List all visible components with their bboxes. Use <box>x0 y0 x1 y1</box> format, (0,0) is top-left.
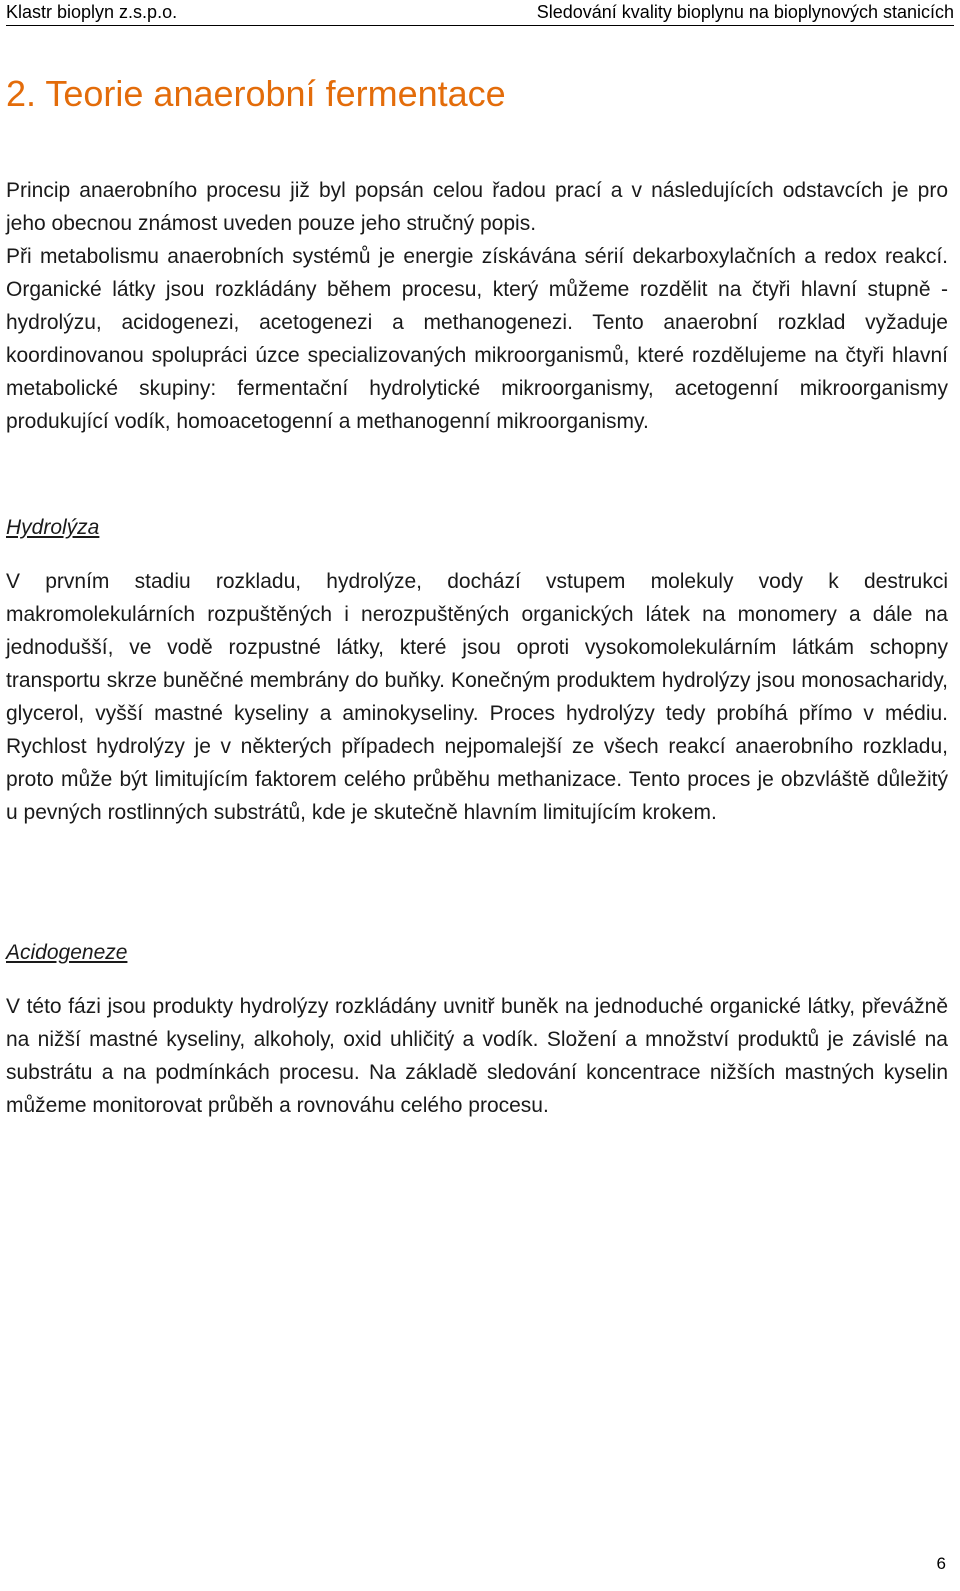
hydrolyza-section <box>6 565 948 829</box>
page-number: 6 <box>936 1554 946 1573</box>
hydrolyza-heading: Hydrolýza <box>6 516 100 539</box>
intro-paragraph-2: Při metabolismu anaerobních systémů je energie získávána sérií dekarboxylačních a redox reakcí. Organické látky jsou rozkládány během procesu, který můžeme rozdělit na čtyři hlavní stupně - hydrolýzu, acidogenezi, acetogenezi a methanogenezi. Tento anaerobní rozklad vyžaduje koordinovanou spolupráci úzce specializovaných mikroorganismů, které rozdělujeme na čtyři hlavní metabolické skupiny: fermentační hydrolytické mikroorganismy, acetogenní mikroorganismy produkující vodík, homoacetogenní a methanogenní mikroorganismy. <box>6 245 948 433</box>
hydrolyza-paragraph: V prvním stadiu rozkladu, hydrolýze, dochází vstupem molekuly vody k destrukci makromolekulárních rozpuštěných i nerozpuštěných organických látek na monomery a dále na jednodušší, ve vodě rozpustné látky, které jsou oproti vysokomolekulárním látkám schopny transportu skrze buněčné membrány do buňky. Konečným produktem hydrolýzy jsou monosacharidy, glycerol, vyšší mastné kyseliny a aminokyseliny. Proces hydrolýzy tedy probíhá přímo v médiu. Rychlost hydrolýzy je v některých případech nejpomalejší ze všech reakcí anaerobního rozkladu, proto může být limitujícím faktorem celého průběhu methanizace. Tento proces je obzvláště důležitý u pevných rostlinných substrátů, kde je skutečně hlavním limitujícím krokem. <box>6 570 948 824</box>
page-header <box>6 0 954 26</box>
chapter-title: 2. Teorie anaerobní fermentace <box>6 73 506 114</box>
header-document-title: Sledování kvality bioplynu na bioplynových stanicích <box>536 2 954 22</box>
intro-paragraph-1: Princip anaerobního procesu již byl popsán celou řadou prací a v následujících odstavcích je pro jeho obecnou známost uveden pouze jeho stručný popis. <box>6 179 948 235</box>
acidogeneze-paragraph: V této fázi jsou produkty hydrolýzy rozkládány uvnitř buněk na jednoduché organické látky, převážně na nižší mastné kyseliny, alkoholy, oxid uhličitý a vodík. Složení a množství produktů je závislé na substrátu a na podmínkách procesu. Na základě sledování koncentrace nižších mastných kyselin můžeme monitorovat průběh a rovnováhu celého procesu. <box>6 995 948 1117</box>
acidogeneze-section <box>6 990 948 1122</box>
acidogeneze-heading: Acidogeneze <box>6 941 128 964</box>
intro-section <box>6 174 948 438</box>
header-organization: Klastr bioplyn z.s.p.o. <box>6 2 178 22</box>
